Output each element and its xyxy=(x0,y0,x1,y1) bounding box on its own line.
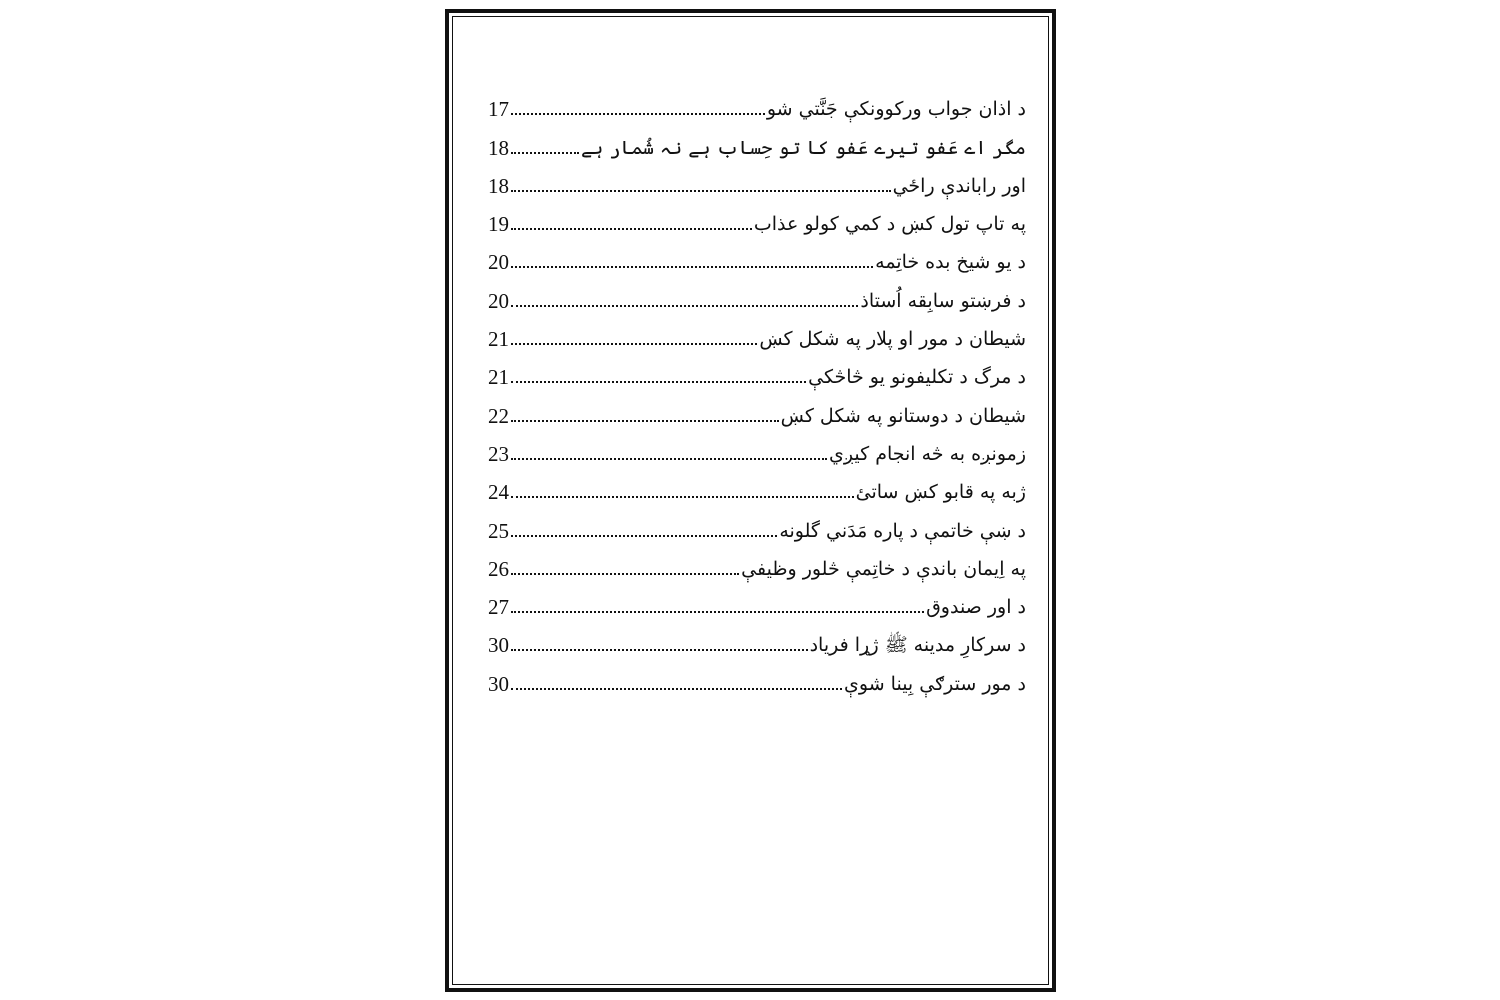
toc-entry-page: 21 xyxy=(488,327,509,352)
toc-entry[interactable] xyxy=(488,621,1026,659)
toc-entry-title: د سرکارِ مدینه ﷺ ژړا فریاد xyxy=(809,634,1026,657)
toc-entry-title: د فرښتو سابِقه اُستاذ xyxy=(860,289,1026,312)
toc-entry-title: د مرگ د تکلیفونو یو څاڅکې xyxy=(808,366,1026,389)
toc-entry-page: 26 xyxy=(488,556,509,581)
toc-dot-leader xyxy=(511,304,858,307)
toc-entry[interactable] xyxy=(488,315,1026,353)
toc-entry-page: 18 xyxy=(488,173,509,198)
toc-entry-title: زمونږه به څه انجام کیږي xyxy=(829,442,1026,465)
toc-entry-page: 19 xyxy=(488,212,509,237)
toc-entry-title: په تاپ تول کښ د کمي کولو عذاب xyxy=(753,213,1026,236)
toc-dot-leader xyxy=(511,265,873,268)
toc-dot-leader xyxy=(511,342,757,345)
toc-entry[interactable] xyxy=(488,85,1026,123)
toc-dot-leader xyxy=(511,572,739,575)
toc-dot-leader xyxy=(511,495,854,498)
toc-dot-leader xyxy=(511,380,806,383)
toc-dot-leader xyxy=(511,457,827,460)
toc-entry-title: د اذان جواب ورکوونکې جَنَّتي شو xyxy=(766,98,1026,121)
toc-entry[interactable] xyxy=(488,583,1026,621)
toc-entry-title: اور راباندې راځي xyxy=(892,174,1026,197)
toc-dot-leader xyxy=(511,610,924,613)
toc-entry[interactable] xyxy=(488,162,1026,200)
toc-entry-page: 17 xyxy=(488,97,509,122)
toc-entry-page: 18 xyxy=(488,135,509,160)
toc-entry-title: ژبه په قابو کښ ساتئ xyxy=(855,481,1026,504)
toc-entry[interactable] xyxy=(488,238,1026,276)
toc-entry-title: د ښې خاتمې د پاره مَدَني گلونه xyxy=(779,519,1026,542)
toc-dot-leader xyxy=(511,151,579,154)
toc-entry-page: 24 xyxy=(488,480,509,505)
toc-entry[interactable] xyxy=(488,353,1026,391)
toc-entry[interactable] xyxy=(488,430,1026,468)
toc-entry[interactable] xyxy=(488,200,1026,238)
toc-entry-page: 21 xyxy=(488,365,509,390)
toc-dot-leader xyxy=(511,189,891,192)
toc-entry-title: شیطان د مور او پلار په شکل کښ xyxy=(759,328,1026,351)
toc-entry-title: د یو شیخ بده خاتِمه xyxy=(875,251,1026,274)
toc-entry[interactable] xyxy=(488,545,1026,583)
toc-entry[interactable] xyxy=(488,468,1026,506)
toc-entry[interactable] xyxy=(488,391,1026,429)
toc-entry[interactable] xyxy=(488,276,1026,314)
toc-entry-page: 27 xyxy=(488,595,509,620)
toc-dot-leader xyxy=(511,419,779,422)
table-of-contents xyxy=(488,85,1026,698)
toc-entry-title: په اِیمان باندې د خاتِمې څلور وظیفې xyxy=(741,557,1026,580)
toc-dot-leader xyxy=(511,227,752,230)
toc-entry-page: 20 xyxy=(488,250,509,275)
toc-entry[interactable] xyxy=(488,123,1026,161)
toc-entry-title: د اور صندوق xyxy=(926,596,1026,619)
toc-dot-leader xyxy=(511,112,765,115)
toc-entry[interactable] xyxy=(488,659,1026,697)
toc-entry-page: 22 xyxy=(488,403,509,428)
toc-entry-title: شیطان د دوستانو په شکل کښ xyxy=(780,404,1026,427)
toc-dot-leader xyxy=(511,687,842,690)
toc-entry-page: 30 xyxy=(488,633,509,658)
toc-entry-page: 20 xyxy=(488,288,509,313)
toc-entry[interactable] xyxy=(488,506,1026,544)
toc-dot-leader xyxy=(511,534,777,537)
toc-entry-page: 25 xyxy=(488,518,509,543)
toc-entry-title: د مور سترګې بِینا شوې xyxy=(844,672,1026,695)
toc-dot-leader xyxy=(511,648,808,651)
toc-entry-page: 30 xyxy=(488,671,509,696)
toc-entry-page: 23 xyxy=(488,441,509,466)
toc-entry-title: مگر اے عَفو تیرے عَفو کا تو حِساب ہے نہ شُمار ہے xyxy=(581,136,1026,159)
